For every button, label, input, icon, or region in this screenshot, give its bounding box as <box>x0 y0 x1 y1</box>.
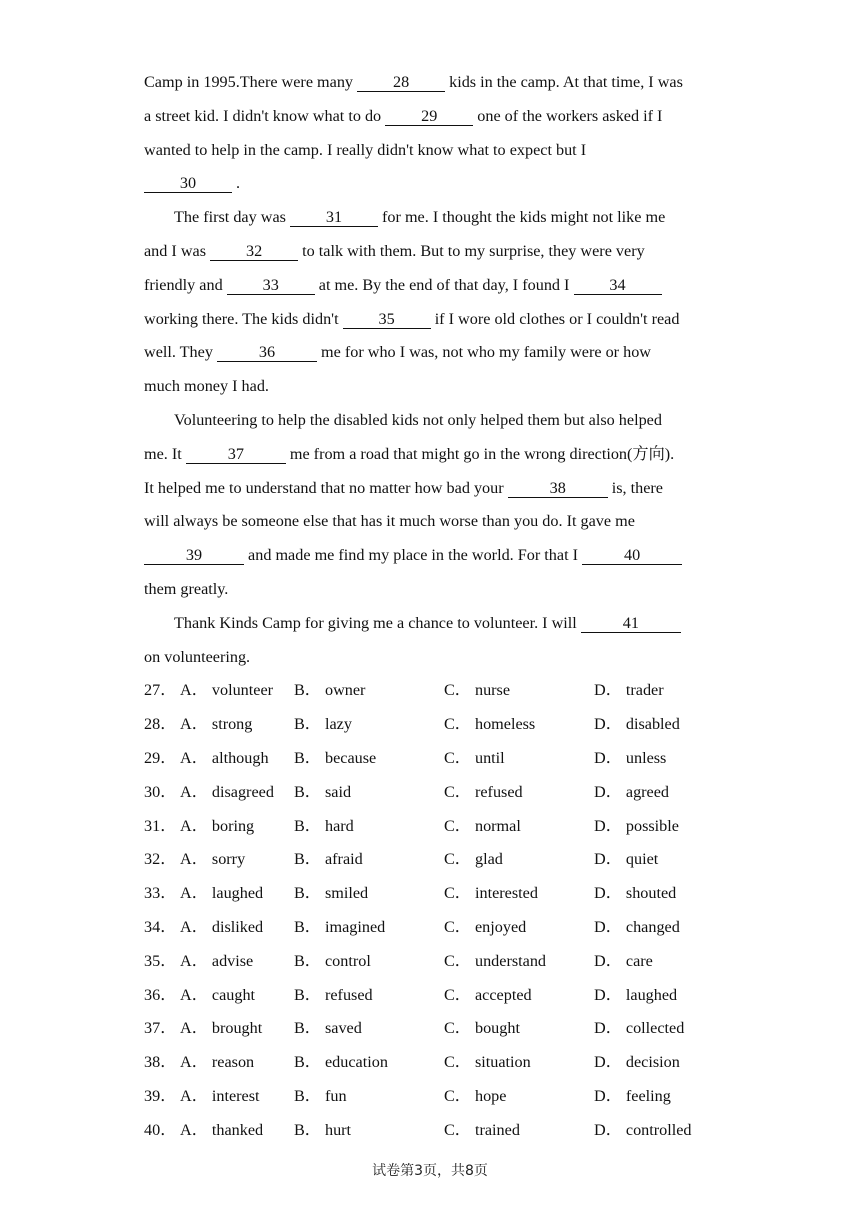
option-text: boring <box>211 816 255 835</box>
option-letter: A． <box>180 715 208 734</box>
option-b <box>294 776 444 810</box>
question-number: 35． <box>144 951 177 970</box>
passage-line <box>144 641 724 675</box>
passage-line <box>144 573 724 607</box>
option-b <box>294 1012 444 1046</box>
option-c <box>444 742 594 776</box>
option-text: feeling <box>625 1086 671 1105</box>
option-a <box>180 674 294 708</box>
option-letter: D． <box>594 1053 622 1072</box>
text: The first day was <box>174 208 290 227</box>
option-a <box>180 945 294 979</box>
option-letter: A． <box>180 1120 208 1139</box>
option-text: bought <box>474 1019 520 1038</box>
option-text: hard <box>324 816 354 835</box>
question-number: 32． <box>144 850 177 869</box>
option-text: interest <box>211 1086 260 1105</box>
question-number: 31． <box>144 816 177 835</box>
text: is, there <box>607 478 663 497</box>
option-letter: D． <box>594 681 622 700</box>
question-number: 40． <box>144 1120 177 1139</box>
option-a <box>180 1114 294 1148</box>
option-text: refused <box>324 985 373 1004</box>
option-b <box>294 945 444 979</box>
option-letter: C． <box>444 1086 471 1105</box>
option-letter: C． <box>444 850 471 869</box>
passage-line <box>144 134 724 168</box>
blank-29: 29 <box>385 107 473 126</box>
question-row <box>144 708 724 742</box>
option-letter: B． <box>294 782 321 801</box>
option-letter: D． <box>594 1019 622 1038</box>
option-b <box>294 1114 444 1148</box>
question-row <box>144 1080 724 1114</box>
option-letter: C． <box>444 1053 471 1072</box>
option-d <box>594 674 714 708</box>
option-text: disagreed <box>211 782 274 801</box>
option-text: quiet <box>625 850 659 869</box>
option-a <box>180 911 294 945</box>
option-text: laughed <box>625 985 678 1004</box>
option-d <box>594 1080 714 1114</box>
text: and made me find my place in the world. For that I <box>244 546 583 565</box>
question-row <box>144 945 724 979</box>
option-letter: A． <box>180 951 208 970</box>
option-letter: B． <box>294 1086 321 1105</box>
option-letter: B． <box>294 715 321 734</box>
text: . <box>232 174 241 193</box>
option-d <box>594 776 714 810</box>
option-c <box>444 1114 594 1148</box>
option-text: although <box>211 748 269 767</box>
option-a <box>180 776 294 810</box>
option-letter: B． <box>294 1120 321 1139</box>
text: for me. I thought the kids might not like me <box>377 208 666 227</box>
option-text: shouted <box>625 884 677 903</box>
option-text: controlled <box>625 1120 692 1139</box>
question-number: 27． <box>144 681 177 700</box>
option-b <box>294 708 444 742</box>
text: if I wore old clothes or I couldn't read <box>430 309 680 328</box>
blank-37: 37 <box>186 445 286 464</box>
question-row <box>144 843 724 877</box>
passage-line <box>144 167 724 201</box>
option-text: until <box>474 748 505 767</box>
text: me from a road that might go in the wrong direction(方向). <box>285 444 675 463</box>
text: Camp in 1995.There were many <box>144 73 358 91</box>
passage-line <box>144 472 724 506</box>
text: working there. The kids didn't <box>144 309 343 328</box>
passage-line <box>144 438 724 472</box>
option-text: understand <box>474 951 547 970</box>
option-text: advise <box>211 951 254 970</box>
question-number: 39． <box>144 1086 177 1105</box>
blank-41: 41 <box>581 614 681 633</box>
option-letter: C． <box>444 1120 471 1139</box>
option-c <box>444 674 594 708</box>
option-text: smiled <box>324 884 369 903</box>
text: one of the workers asked if I <box>473 106 663 125</box>
question-number: 38． <box>144 1053 177 1072</box>
option-c <box>444 1046 594 1080</box>
option-d <box>594 945 714 979</box>
question-row <box>144 877 724 911</box>
option-b <box>294 877 444 911</box>
passage-line <box>144 269 724 303</box>
option-text: saved <box>324 1019 362 1038</box>
option-a <box>180 708 294 742</box>
option-c <box>444 945 594 979</box>
blank-35: 35 <box>343 310 431 329</box>
option-c <box>444 776 594 810</box>
question-row <box>144 1046 724 1080</box>
text: wanted to help in the camp. I really didn't know what to expect but I <box>144 140 587 159</box>
option-text: situation <box>474 1053 531 1072</box>
option-a <box>180 979 294 1013</box>
option-letter: D． <box>594 715 622 734</box>
option-letter: A． <box>180 1019 208 1038</box>
option-letter: B． <box>294 884 321 903</box>
exam-page <box>144 66 724 1148</box>
question-number: 30． <box>144 782 177 801</box>
option-letter: A． <box>180 1053 208 1072</box>
option-text: imagined <box>324 917 386 936</box>
option-d <box>594 810 714 844</box>
option-letter: D． <box>594 985 622 1004</box>
question-number: 28． <box>144 715 177 734</box>
option-b <box>294 742 444 776</box>
option-text: normal <box>474 816 521 835</box>
option-letter: B． <box>294 1053 321 1072</box>
option-text: reason <box>211 1053 255 1072</box>
option-d <box>594 843 714 877</box>
passage-line <box>144 336 724 370</box>
option-text: fun <box>324 1086 347 1105</box>
text: them greatly. <box>144 579 229 598</box>
option-letter: B． <box>294 681 321 700</box>
passage-line <box>144 66 724 100</box>
option-letter: A． <box>180 1086 208 1105</box>
text: Thank Kinds Camp for giving me a chance to volunteer. I will <box>174 613 581 632</box>
text: friendly and <box>144 275 227 294</box>
option-text: hope <box>474 1086 507 1105</box>
question-number: 33． <box>144 884 177 903</box>
option-text: control <box>324 951 371 970</box>
option-letter: D． <box>594 951 622 970</box>
option-text: enjoyed <box>474 917 527 936</box>
option-text: said <box>324 782 352 801</box>
option-text: volunteer <box>211 681 274 700</box>
passage-line <box>144 100 724 134</box>
option-letter: D． <box>594 884 622 903</box>
option-d <box>594 742 714 776</box>
text: well. They <box>144 343 217 362</box>
option-text: agreed <box>625 782 670 801</box>
option-d <box>594 877 714 911</box>
option-c <box>444 1080 594 1114</box>
passage-line <box>144 539 724 573</box>
option-letter: C． <box>444 985 471 1004</box>
option-letter: A． <box>180 985 208 1004</box>
option-text: trader <box>625 681 664 700</box>
text: much money I had. <box>144 377 269 396</box>
text: me for who I was, not who my family were or how <box>316 343 652 362</box>
blank-40: 40 <box>582 546 682 565</box>
option-text: disliked <box>211 917 264 936</box>
passage <box>144 66 724 674</box>
page-footer: 试卷第3页，共8页 <box>372 1163 488 1179</box>
option-letter: C． <box>444 951 471 970</box>
answer-options <box>144 674 724 1147</box>
option-b <box>294 911 444 945</box>
passage-line <box>144 607 724 641</box>
option-letter: C． <box>444 917 471 936</box>
option-d <box>594 1012 714 1046</box>
question-row <box>144 776 724 810</box>
option-letter: B． <box>294 1019 321 1038</box>
option-letter: B． <box>294 816 321 835</box>
blank-28: 28 <box>357 73 445 92</box>
option-letter: C． <box>444 715 471 734</box>
option-letter: A． <box>180 681 208 700</box>
option-letter: D． <box>594 917 622 936</box>
option-letter: C． <box>444 681 471 700</box>
passage-line <box>144 303 724 337</box>
blank-32: 32 <box>210 242 298 261</box>
option-letter: C． <box>444 748 471 767</box>
option-letter: D． <box>594 782 622 801</box>
option-letter: A． <box>180 884 208 903</box>
option-text: homeless <box>474 715 536 734</box>
question-number: 37． <box>144 1019 177 1038</box>
passage-line <box>144 201 724 235</box>
option-text: decision <box>625 1053 680 1072</box>
question-row <box>144 979 724 1013</box>
option-text: disabled <box>625 715 680 734</box>
option-text: brought <box>211 1019 263 1038</box>
option-text: possible <box>625 816 679 835</box>
option-letter: A． <box>180 748 208 767</box>
option-c <box>444 877 594 911</box>
option-text: lazy <box>324 715 352 734</box>
option-text: refused <box>474 782 523 801</box>
question-number: 34． <box>144 917 177 936</box>
option-b <box>294 674 444 708</box>
option-text: because <box>324 748 377 767</box>
option-d <box>594 911 714 945</box>
option-text: education <box>324 1053 388 1072</box>
option-c <box>444 843 594 877</box>
option-text: accepted <box>474 985 532 1004</box>
question-row <box>144 810 724 844</box>
option-text: strong <box>211 715 253 734</box>
option-text: sorry <box>211 850 246 869</box>
option-b <box>294 843 444 877</box>
option-letter: B． <box>294 951 321 970</box>
option-text: caught <box>211 985 256 1004</box>
option-letter: D． <box>594 1086 622 1105</box>
option-text: care <box>625 951 653 970</box>
option-c <box>444 708 594 742</box>
option-letter: C． <box>444 782 471 801</box>
option-c <box>444 979 594 1013</box>
option-text: nurse <box>474 681 511 700</box>
blank-38: 38 <box>508 479 608 498</box>
option-a <box>180 1080 294 1114</box>
option-letter: C． <box>444 816 471 835</box>
option-text: glad <box>474 850 503 869</box>
option-letter: A． <box>180 782 208 801</box>
passage-line <box>144 235 724 269</box>
question-row <box>144 1114 724 1148</box>
blank-31: 31 <box>290 208 378 227</box>
option-text: hurt <box>324 1120 352 1139</box>
blank-39: 39 <box>144 546 244 565</box>
option-letter: D． <box>594 816 622 835</box>
option-a <box>180 877 294 911</box>
option-a <box>180 810 294 844</box>
option-letter: C． <box>444 884 471 903</box>
text: a street kid. I didn't know what to do <box>144 106 386 125</box>
option-letter: D． <box>594 1120 622 1139</box>
option-letter: D． <box>594 748 622 767</box>
blank-34: 34 <box>574 276 662 295</box>
option-letter: C． <box>444 1019 471 1038</box>
option-letter: B． <box>294 985 321 1004</box>
option-text: afraid <box>324 850 363 869</box>
option-text: laughed <box>211 884 264 903</box>
option-b <box>294 1046 444 1080</box>
text: It helped me to understand that no matter how bad your <box>144 478 508 497</box>
option-letter: A． <box>180 917 208 936</box>
option-text: interested <box>474 884 538 903</box>
option-d <box>594 708 714 742</box>
option-letter: A． <box>180 816 208 835</box>
option-text: trained <box>474 1120 520 1139</box>
option-a <box>180 843 294 877</box>
question-row <box>144 674 724 708</box>
option-text: owner <box>324 681 366 700</box>
option-d <box>594 1114 714 1148</box>
question-number: 36． <box>144 985 177 1004</box>
option-a <box>180 1012 294 1046</box>
text: at me. By the end of that day, I found I <box>314 275 574 294</box>
text: to talk with them. But to my surprise, they were very <box>298 241 645 260</box>
passage-line <box>144 404 724 438</box>
question-row <box>144 1012 724 1046</box>
option-c <box>444 911 594 945</box>
option-letter: A． <box>180 850 208 869</box>
text: me. It <box>144 444 186 463</box>
option-b <box>294 979 444 1013</box>
text: on volunteering. <box>144 647 251 666</box>
option-d <box>594 1046 714 1080</box>
question-row <box>144 742 724 776</box>
option-a <box>180 1046 294 1080</box>
option-letter: D． <box>594 850 622 869</box>
blank-30: 30 <box>144 174 232 193</box>
question-row <box>144 911 724 945</box>
question-number: 29． <box>144 748 177 767</box>
passage-line <box>144 505 724 539</box>
option-b <box>294 810 444 844</box>
option-letter: B． <box>294 917 321 936</box>
option-d <box>594 979 714 1013</box>
option-c <box>444 1012 594 1046</box>
option-b <box>294 1080 444 1114</box>
option-letter: B． <box>294 850 321 869</box>
option-text: unless <box>625 748 667 767</box>
text: will always be someone else that has it much worse than you do. It gave me <box>144 512 635 531</box>
option-text: collected <box>625 1019 685 1038</box>
option-text: thanked <box>211 1120 264 1139</box>
text: kids in the camp. At that time, I was <box>445 73 683 91</box>
blank-36: 36 <box>217 343 317 362</box>
blank-33: 33 <box>227 276 315 295</box>
option-text: changed <box>625 917 680 936</box>
option-a <box>180 742 294 776</box>
option-c <box>444 810 594 844</box>
passage-line <box>144 370 724 404</box>
text: and I was <box>144 241 211 260</box>
option-letter: B． <box>294 748 321 767</box>
text: Volunteering to help the disabled kids not only helped them but also helped <box>174 410 662 429</box>
